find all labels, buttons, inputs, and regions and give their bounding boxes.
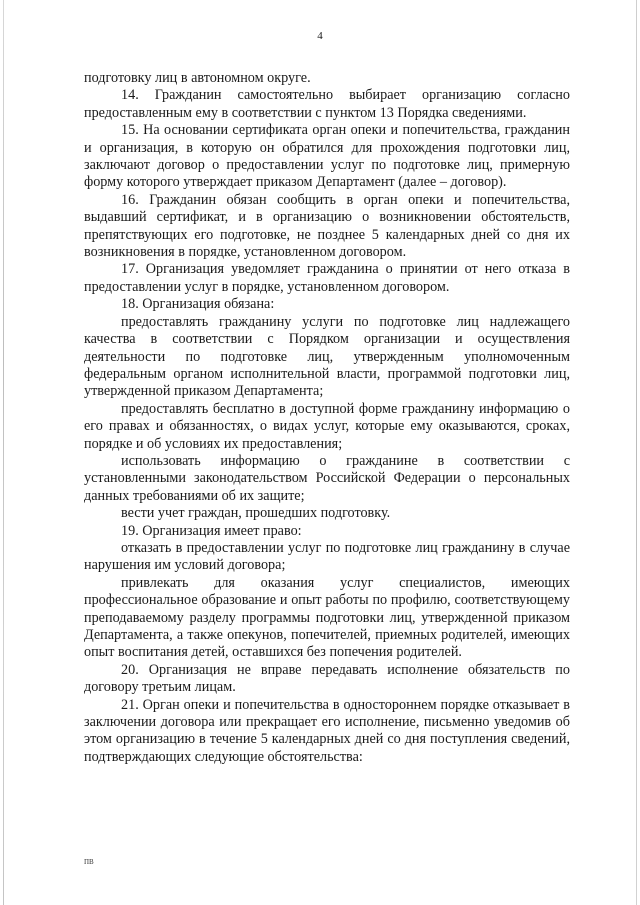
paragraph: отказать в предоставлении услуг по подготовке лиц гражданину в случае нарушения им условий договора;: [84, 539, 570, 574]
scan-edge-left: [3, 0, 4, 905]
paragraph: 18. Организация обязана:: [121, 296, 275, 313]
paragraph: использовать информацию о гражданине в соответствии с установленными законодательством Российской Федерации о персональных данных требованиями об их защите;: [84, 452, 570, 504]
document-body: [84, 70, 570, 766]
paragraph: предоставлять гражданину услуги по подготовке лиц надлежащего качества в соответствии с Порядком организации и осуществления деятельности по подготовке лиц, утвержденным уполномоченным федеральным органом исполнительной власти, программой подготовки лиц, утвержденной приказом Департамента;: [84, 313, 570, 400]
paragraph: 21. Орган опеки и попечительства в одностороннем порядке отказывает в заключении договора или прекращает его исполнение, письменно уведомив об этом организацию в течение 5 календарных дней со дня поступления сведений, подтверждающих следующие обстоятельства:: [84, 696, 570, 765]
scan-edge-right: [636, 0, 637, 905]
paragraph: привлекать для оказания услуг специалистов, имеющих профессиональное образование и опыт работы по профилю, соответствующему преподаваемому разделу программы подготовки лиц, утвержденной приказом Департамента, а также опекунов, попечителей, приемных родителей, имеющих опыт воспитания детей, оставшихся без попечения родителей.: [84, 574, 570, 661]
paragraph: 20. Организация не вправе передавать исполнение обязательств по договору третьим лицам.: [84, 661, 570, 696]
paragraph: предоставлять бесплатно в доступной форме гражданину информацию о его правах и обязанностях, о видах услуг, которые ему оказываются, сроках, порядке и об условиях их предоставления;: [84, 400, 570, 452]
paragraph: 17. Организация уведомляет гражданина о принятии от него отказа в предоставлении услуг в порядке, установленном договором.: [84, 261, 570, 295]
paragraph: подготовку лиц в автономном округе.: [84, 70, 311, 86]
paragraph: 16. Гражданин обязан сообщить в орган опеки и попечительства, выдавший сертификат, и в организацию о возникновении обстоятельств, препятствующих его подготовке, не позднее 5 календарных дней со дня их возникновения в порядке, установленном договором.: [84, 191, 570, 261]
page-number: 4: [317, 30, 323, 42]
footer-code: ПВ: [84, 858, 94, 866]
paragraph: 15. На основании сертификата орган опеки и попечительства, гражданин и организация, в которую он обратился для прохождения подготовки лиц, заключают договор о предоставлении услуг по подготовке лиц, примерную форму которого утверждает приказом Департамент (далее – договор).: [84, 122, 570, 191]
paragraph: 14. Гражданин самостоятельно выбирает организацию согласно предоставленным ему в соответствии с пунктом 13 Порядка сведениями.: [84, 87, 570, 121]
paragraph: 19. Организация имеет право:: [121, 522, 302, 539]
paragraph: вести учет граждан, прошедших подготовку.: [121, 505, 391, 522]
